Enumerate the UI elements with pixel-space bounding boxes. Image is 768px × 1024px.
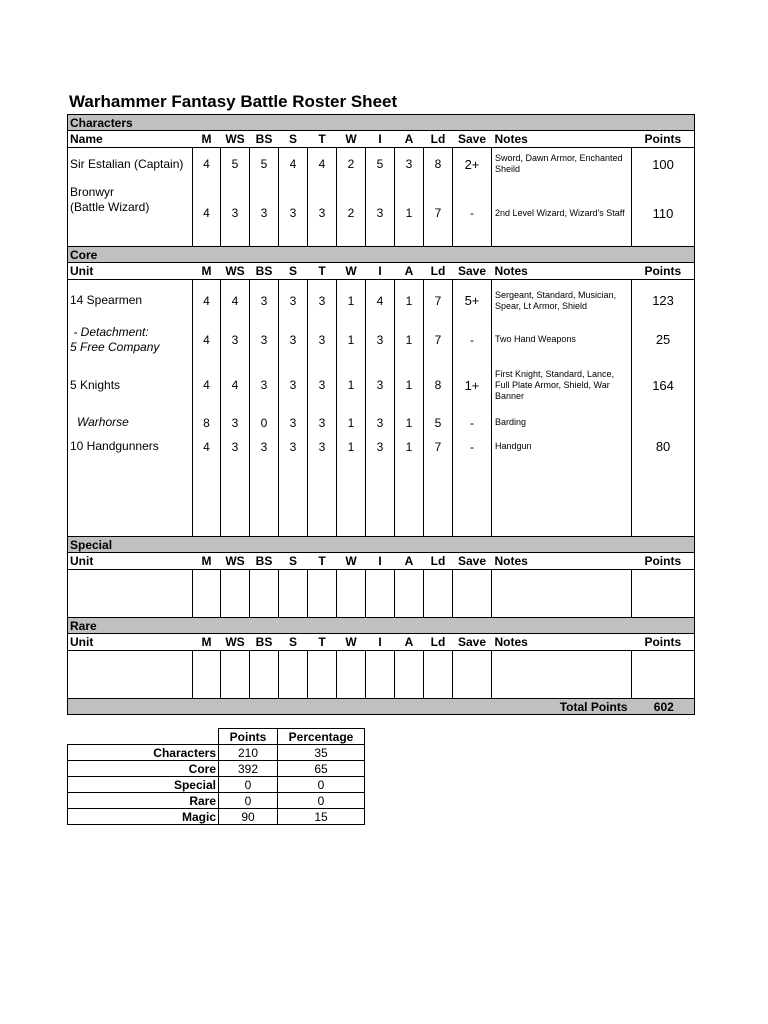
section-rare-label: Rare bbox=[68, 618, 695, 634]
col-header-a: A bbox=[395, 263, 424, 280]
unit-name: 5 Knights bbox=[68, 358, 193, 413]
stat-s: 3 bbox=[279, 433, 308, 461]
stat-s: 3 bbox=[279, 280, 308, 322]
stat-m: 4 bbox=[193, 433, 221, 461]
col-header-save: Save bbox=[453, 131, 492, 148]
stat-bs: 3 bbox=[250, 358, 279, 413]
col-header-s: S bbox=[279, 553, 308, 570]
col-header-w: W bbox=[337, 131, 366, 148]
col-header-ws: WS bbox=[221, 553, 250, 570]
stat-ld: 7 bbox=[424, 322, 453, 358]
col-header-ws: WS bbox=[221, 263, 250, 280]
table-row bbox=[68, 358, 695, 413]
unit-points: 123 bbox=[632, 280, 695, 322]
stat-a: 3 bbox=[395, 148, 424, 181]
col-header-ws: WS bbox=[221, 634, 250, 651]
col-header-t: T bbox=[308, 131, 337, 148]
stat-save: 2+ bbox=[453, 148, 492, 181]
table-row bbox=[68, 280, 695, 322]
stat-s: 4 bbox=[279, 148, 308, 181]
stat-i: 5 bbox=[366, 148, 395, 181]
summary-label: Characters bbox=[68, 745, 219, 761]
unit-name: 14 Spearmen bbox=[68, 280, 193, 322]
stat-t: 3 bbox=[308, 358, 337, 413]
summary-row bbox=[68, 745, 365, 761]
section-core-label: Core bbox=[68, 247, 695, 263]
stat-ld: 7 bbox=[424, 280, 453, 322]
points-summary-table bbox=[67, 728, 365, 825]
unit-points: 100 bbox=[632, 148, 695, 181]
unit-name-line1: - Detachment: bbox=[70, 324, 149, 339]
stat-save: 5+ bbox=[453, 280, 492, 322]
col-header-points: Points bbox=[632, 263, 695, 280]
unit-notes: Barding bbox=[492, 413, 632, 433]
col-header-t: T bbox=[308, 553, 337, 570]
stat-a: 1 bbox=[395, 433, 424, 461]
stat-bs: 5 bbox=[250, 148, 279, 181]
stat-s: 3 bbox=[279, 181, 308, 247]
summary-label: Core bbox=[68, 761, 219, 777]
summary-points: 0 bbox=[219, 793, 278, 809]
stat-m: 8 bbox=[193, 413, 221, 433]
unit-notes: Sword, Dawn Armor, Enchanted Sheild bbox=[492, 148, 632, 181]
core-header-row bbox=[68, 263, 695, 280]
stat-bs: 3 bbox=[250, 280, 279, 322]
stat-a: 1 bbox=[395, 358, 424, 413]
unit-name: Warhorse bbox=[68, 413, 193, 433]
summary-percentage: 65 bbox=[278, 761, 365, 777]
stat-save: - bbox=[453, 181, 492, 247]
summary-header-row bbox=[68, 729, 365, 745]
col-header-unit: Unit bbox=[68, 263, 193, 280]
col-header-ld: Ld bbox=[424, 131, 453, 148]
stat-ws: 5 bbox=[221, 148, 250, 181]
roster-table bbox=[67, 114, 695, 715]
stat-save: - bbox=[453, 433, 492, 461]
col-header-ld: Ld bbox=[424, 553, 453, 570]
stat-ws: 3 bbox=[221, 433, 250, 461]
col-header-save: Save bbox=[453, 263, 492, 280]
col-header-i: I bbox=[366, 263, 395, 280]
sheet-title: Warhammer Fantasy Battle Roster Sheet bbox=[69, 92, 398, 111]
col-header-notes: Notes bbox=[492, 131, 632, 148]
summary-points: 0 bbox=[219, 777, 278, 793]
col-header-a: A bbox=[395, 553, 424, 570]
summary-row bbox=[68, 809, 365, 825]
stat-ld: 8 bbox=[424, 358, 453, 413]
table-row bbox=[68, 433, 695, 461]
col-header-ld: Ld bbox=[424, 634, 453, 651]
stat-save: 1+ bbox=[453, 358, 492, 413]
col-header-bs: BS bbox=[250, 634, 279, 651]
col-header-notes: Notes bbox=[492, 263, 632, 280]
unit-points bbox=[632, 413, 695, 433]
stat-m: 4 bbox=[193, 322, 221, 358]
stat-t: 3 bbox=[308, 433, 337, 461]
col-header-save: Save bbox=[453, 553, 492, 570]
unit-points: 110 bbox=[632, 181, 695, 247]
stat-m: 4 bbox=[193, 181, 221, 247]
unit-points: 164 bbox=[632, 358, 695, 413]
summary-row bbox=[68, 761, 365, 777]
unit-notes: First Knight, Standard, Lance, Full Plate Armor, Shield, War Banner bbox=[492, 358, 632, 413]
col-header-m: M bbox=[193, 634, 221, 651]
section-special-label: Special bbox=[68, 537, 695, 553]
summary-points: 90 bbox=[219, 809, 278, 825]
summary-row bbox=[68, 777, 365, 793]
stat-ld: 7 bbox=[424, 181, 453, 247]
stat-bs: 3 bbox=[250, 322, 279, 358]
col-header-m: M bbox=[193, 263, 221, 280]
summary-row bbox=[68, 793, 365, 809]
stat-a: 1 bbox=[395, 181, 424, 247]
table-row bbox=[68, 413, 695, 433]
col-header-bs: BS bbox=[250, 263, 279, 280]
unit-name: 10 Handgunners bbox=[68, 433, 193, 461]
total-points-value: 602 bbox=[632, 699, 695, 715]
stat-w: 1 bbox=[337, 358, 366, 413]
unit-points: 80 bbox=[632, 433, 695, 461]
table-row bbox=[68, 148, 695, 181]
stat-t: 3 bbox=[308, 322, 337, 358]
summary-points: 210 bbox=[219, 745, 278, 761]
empty-row bbox=[68, 651, 695, 699]
stat-ws: 3 bbox=[221, 322, 250, 358]
total-points-label: Total Points bbox=[68, 699, 632, 715]
summary-label: Magic bbox=[68, 809, 219, 825]
unit-name bbox=[68, 322, 193, 358]
col-header-notes: Notes bbox=[492, 553, 632, 570]
col-header-ld: Ld bbox=[424, 263, 453, 280]
empty-row bbox=[68, 570, 695, 618]
stat-t: 4 bbox=[308, 148, 337, 181]
unit-name-line2: (Battle Wizard) bbox=[70, 199, 150, 214]
stat-t: 3 bbox=[308, 280, 337, 322]
stat-m: 4 bbox=[193, 148, 221, 181]
unit-points: 25 bbox=[632, 322, 695, 358]
table-row bbox=[68, 181, 695, 247]
unit-name: Sir Estalian (Captain) bbox=[68, 148, 193, 181]
unit-name-line1: Bronwyr bbox=[70, 184, 115, 199]
stat-ws: 4 bbox=[221, 280, 250, 322]
stat-i: 3 bbox=[366, 358, 395, 413]
col-header-points: Points bbox=[632, 634, 695, 651]
stat-ld: 7 bbox=[424, 433, 453, 461]
col-header-points: Points bbox=[632, 553, 695, 570]
stat-ld: 8 bbox=[424, 148, 453, 181]
summary-percentage: 0 bbox=[278, 777, 365, 793]
summary-header-percentage: Percentage bbox=[278, 729, 365, 745]
col-header-w: W bbox=[337, 553, 366, 570]
total-row bbox=[68, 699, 695, 715]
col-header-t: T bbox=[308, 634, 337, 651]
stat-s: 3 bbox=[279, 358, 308, 413]
col-header-name: Name bbox=[68, 131, 193, 148]
unit-name bbox=[68, 181, 193, 247]
stat-i: 3 bbox=[366, 413, 395, 433]
col-header-bs: BS bbox=[250, 131, 279, 148]
stat-a: 1 bbox=[395, 322, 424, 358]
col-header-save: Save bbox=[453, 634, 492, 651]
col-header-s: S bbox=[279, 634, 308, 651]
stat-save: - bbox=[453, 413, 492, 433]
stat-bs: 3 bbox=[250, 433, 279, 461]
stat-s: 3 bbox=[279, 322, 308, 358]
stat-w: 1 bbox=[337, 433, 366, 461]
unit-name-line2: 5 Free Company bbox=[70, 339, 160, 354]
stat-i: 3 bbox=[366, 322, 395, 358]
stat-m: 4 bbox=[193, 358, 221, 413]
stat-a: 1 bbox=[395, 280, 424, 322]
summary-percentage: 35 bbox=[278, 745, 365, 761]
stat-m: 4 bbox=[193, 280, 221, 322]
col-header-t: T bbox=[308, 263, 337, 280]
stat-ws: 4 bbox=[221, 358, 250, 413]
col-header-a: A bbox=[395, 131, 424, 148]
unit-notes: Sergeant, Standard, Musician, Spear, Lt Armor, Shield bbox=[492, 280, 632, 322]
col-header-w: W bbox=[337, 634, 366, 651]
col-header-bs: BS bbox=[250, 553, 279, 570]
stat-t: 3 bbox=[308, 413, 337, 433]
col-header-s: S bbox=[279, 131, 308, 148]
stat-w: 1 bbox=[337, 280, 366, 322]
summary-points: 392 bbox=[219, 761, 278, 777]
stat-ld: 5 bbox=[424, 413, 453, 433]
col-header-a: A bbox=[395, 634, 424, 651]
table-row bbox=[68, 322, 695, 358]
col-header-ws: WS bbox=[221, 131, 250, 148]
stat-bs: 0 bbox=[250, 413, 279, 433]
rare-header-row bbox=[68, 634, 695, 651]
unit-notes: Two Hand Weapons bbox=[492, 322, 632, 358]
special-header-row bbox=[68, 553, 695, 570]
stat-i: 3 bbox=[366, 181, 395, 247]
col-header-i: I bbox=[366, 131, 395, 148]
col-header-i: I bbox=[366, 634, 395, 651]
stat-ws: 3 bbox=[221, 413, 250, 433]
stat-i: 4 bbox=[366, 280, 395, 322]
col-header-m: M bbox=[193, 131, 221, 148]
col-header-i: I bbox=[366, 553, 395, 570]
summary-label: Rare bbox=[68, 793, 219, 809]
unit-notes: Handgun bbox=[492, 433, 632, 461]
col-header-unit: Unit bbox=[68, 634, 193, 651]
col-header-w: W bbox=[337, 263, 366, 280]
unit-notes: 2nd Level Wizard, Wizard's Staff bbox=[492, 181, 632, 247]
stat-w: 2 bbox=[337, 181, 366, 247]
col-header-m: M bbox=[193, 553, 221, 570]
summary-header-points: Points bbox=[219, 729, 278, 745]
summary-percentage: 0 bbox=[278, 793, 365, 809]
summary-label: Special bbox=[68, 777, 219, 793]
col-header-points: Points bbox=[632, 131, 695, 148]
stat-w: 1 bbox=[337, 322, 366, 358]
col-header-s: S bbox=[279, 263, 308, 280]
stat-a: 1 bbox=[395, 413, 424, 433]
stat-w: 1 bbox=[337, 413, 366, 433]
stat-i: 3 bbox=[366, 433, 395, 461]
col-header-unit: Unit bbox=[68, 553, 193, 570]
stat-save: - bbox=[453, 322, 492, 358]
stat-s: 3 bbox=[279, 413, 308, 433]
stat-w: 2 bbox=[337, 148, 366, 181]
summary-percentage: 15 bbox=[278, 809, 365, 825]
stat-bs: 3 bbox=[250, 181, 279, 247]
col-header-notes: Notes bbox=[492, 634, 632, 651]
empty-row bbox=[68, 461, 695, 537]
stat-ws: 3 bbox=[221, 181, 250, 247]
characters-header-row bbox=[68, 131, 695, 148]
section-characters-label: Characters bbox=[68, 115, 695, 131]
stat-t: 3 bbox=[308, 181, 337, 247]
